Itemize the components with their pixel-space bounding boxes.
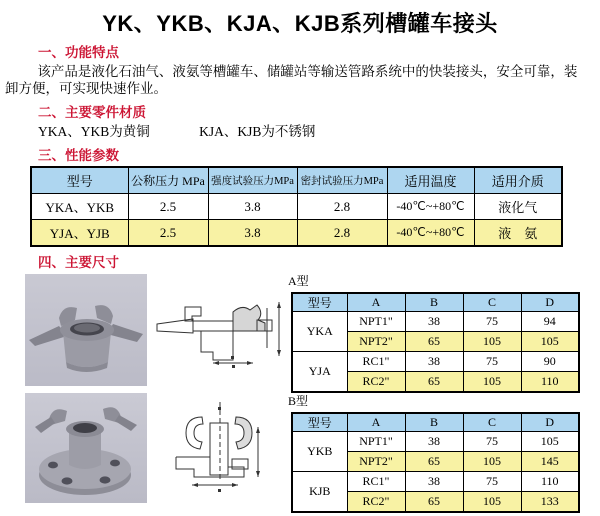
type-b-section-drawing	[158, 399, 280, 497]
column-header-nominal-pressure: 公称压力 MPa	[128, 167, 208, 194]
table-cell: 2.8	[297, 220, 387, 247]
column-header: D	[521, 293, 579, 312]
table-cell: 110	[521, 472, 579, 492]
flanged-coupling-photo	[25, 393, 147, 503]
table-cell: 38	[405, 472, 463, 492]
model-cell: YKB	[292, 432, 347, 472]
materials-line	[38, 123, 600, 140]
column-header: C	[463, 413, 521, 432]
column-header: B	[405, 293, 463, 312]
table-cell: 75	[463, 312, 521, 332]
table-cell: 65	[405, 452, 463, 472]
section-heading-materials: 二、主要零件材质	[38, 105, 146, 120]
table-cell: 38	[405, 312, 463, 332]
type-b-drawing-image	[158, 399, 280, 497]
table-cell: 105	[463, 332, 521, 352]
table-cell: 65	[405, 332, 463, 352]
table-cell: 145	[521, 452, 579, 472]
table-cell: 38	[405, 432, 463, 452]
table-cell: -40℃~+80℃	[387, 220, 474, 247]
dim-b-header-row	[292, 413, 579, 432]
dimension-table-a	[291, 292, 580, 393]
page-title: YK、YKB、KJA、KJB系列槽罐车接头	[102, 11, 498, 36]
column-header-temperature: 适用温度	[387, 167, 474, 194]
table-cell: 38	[405, 352, 463, 372]
table-cell: 75	[463, 432, 521, 452]
performance-table	[30, 166, 563, 247]
table-cell: 105	[463, 372, 521, 393]
table-cell: -40℃~+80℃	[387, 194, 474, 220]
wing-coupling-image	[25, 274, 147, 386]
type-a-drawing-image	[153, 290, 285, 370]
table-b-label: B型	[288, 394, 309, 408]
table-cell: 液 氨	[474, 220, 562, 247]
model-cell: YJA	[292, 352, 347, 393]
table-cell: NPT2"	[347, 452, 405, 472]
table-cell: 110	[521, 372, 579, 393]
features-paragraph: 该产品是液化石油气、液氨等槽罐车、储罐站等输送管路系统中的快装接头，安全可靠，装卸方便，可实现快速作业。	[5, 64, 578, 96]
table-cell: RC2"	[347, 372, 405, 393]
column-header-strength-test: 强度试验压力MPa	[208, 167, 297, 194]
table-cell: 2.5	[128, 194, 208, 220]
table-cell: 105	[521, 332, 579, 352]
table-cell: RC2"	[347, 492, 405, 513]
performance-header-row	[31, 167, 562, 194]
table-cell: 2.8	[297, 194, 387, 220]
table-row	[292, 472, 579, 492]
column-header: C	[463, 293, 521, 312]
section-heading-performance: 三、性能参数	[38, 148, 119, 163]
table-cell: 105	[463, 492, 521, 513]
dim-a-header-row	[292, 293, 579, 312]
material-stainless-text: KJA、KJB为不锈钢	[199, 124, 316, 139]
table-row	[292, 312, 579, 332]
table-cell: 3.8	[208, 194, 297, 220]
table-cell: 90	[521, 352, 579, 372]
flanged-coupling-image	[25, 393, 147, 503]
table-a-label: A型	[288, 274, 309, 288]
table-row	[292, 352, 579, 372]
table-cell: 133	[521, 492, 579, 513]
table-cell: RC1"	[347, 352, 405, 372]
table-cell: 75	[463, 472, 521, 492]
column-header: D	[521, 413, 579, 432]
table-cell: 3.8	[208, 220, 297, 247]
column-header: 型号	[292, 293, 347, 312]
wing-coupling-photo	[25, 274, 147, 386]
table-cell: YKA、YKB	[31, 194, 128, 220]
column-header: 型号	[292, 413, 347, 432]
column-header-medium: 适用介质	[474, 167, 562, 194]
table-cell: 液化气	[474, 194, 562, 220]
table-cell: YJA、YJB	[31, 220, 128, 247]
performance-row-yjab	[31, 220, 562, 247]
dimensions-area	[0, 266, 600, 516]
table-cell: NPT1"	[347, 432, 405, 452]
model-cell: YKA	[292, 312, 347, 352]
table-cell: NPT2"	[347, 332, 405, 352]
dimension-table-b	[291, 412, 580, 513]
section-heading-dimensions: 四、主要尺寸	[38, 255, 119, 270]
material-brass-text: YKA、YKB为黄铜	[38, 124, 150, 139]
column-header: B	[405, 413, 463, 432]
model-cell: KJB	[292, 472, 347, 513]
column-header: A	[347, 293, 405, 312]
column-header-seal-test: 密封试验压力MPa	[297, 167, 387, 194]
table-cell: 65	[405, 492, 463, 513]
table-row	[292, 432, 579, 452]
table-cell: 2.5	[128, 220, 208, 247]
column-header: A	[347, 413, 405, 432]
table-cell: 65	[405, 372, 463, 393]
table-cell: 94	[521, 312, 579, 332]
performance-row-ykab	[31, 194, 562, 220]
table-cell: 105	[463, 452, 521, 472]
column-header-model: 型号	[31, 167, 128, 194]
section-heading-features: 一、功能特点	[38, 45, 119, 60]
table-cell: 105	[521, 432, 579, 452]
table-cell: NPT1"	[347, 312, 405, 332]
table-cell: 75	[463, 352, 521, 372]
table-cell: RC1"	[347, 472, 405, 492]
type-a-section-drawing	[153, 290, 285, 370]
